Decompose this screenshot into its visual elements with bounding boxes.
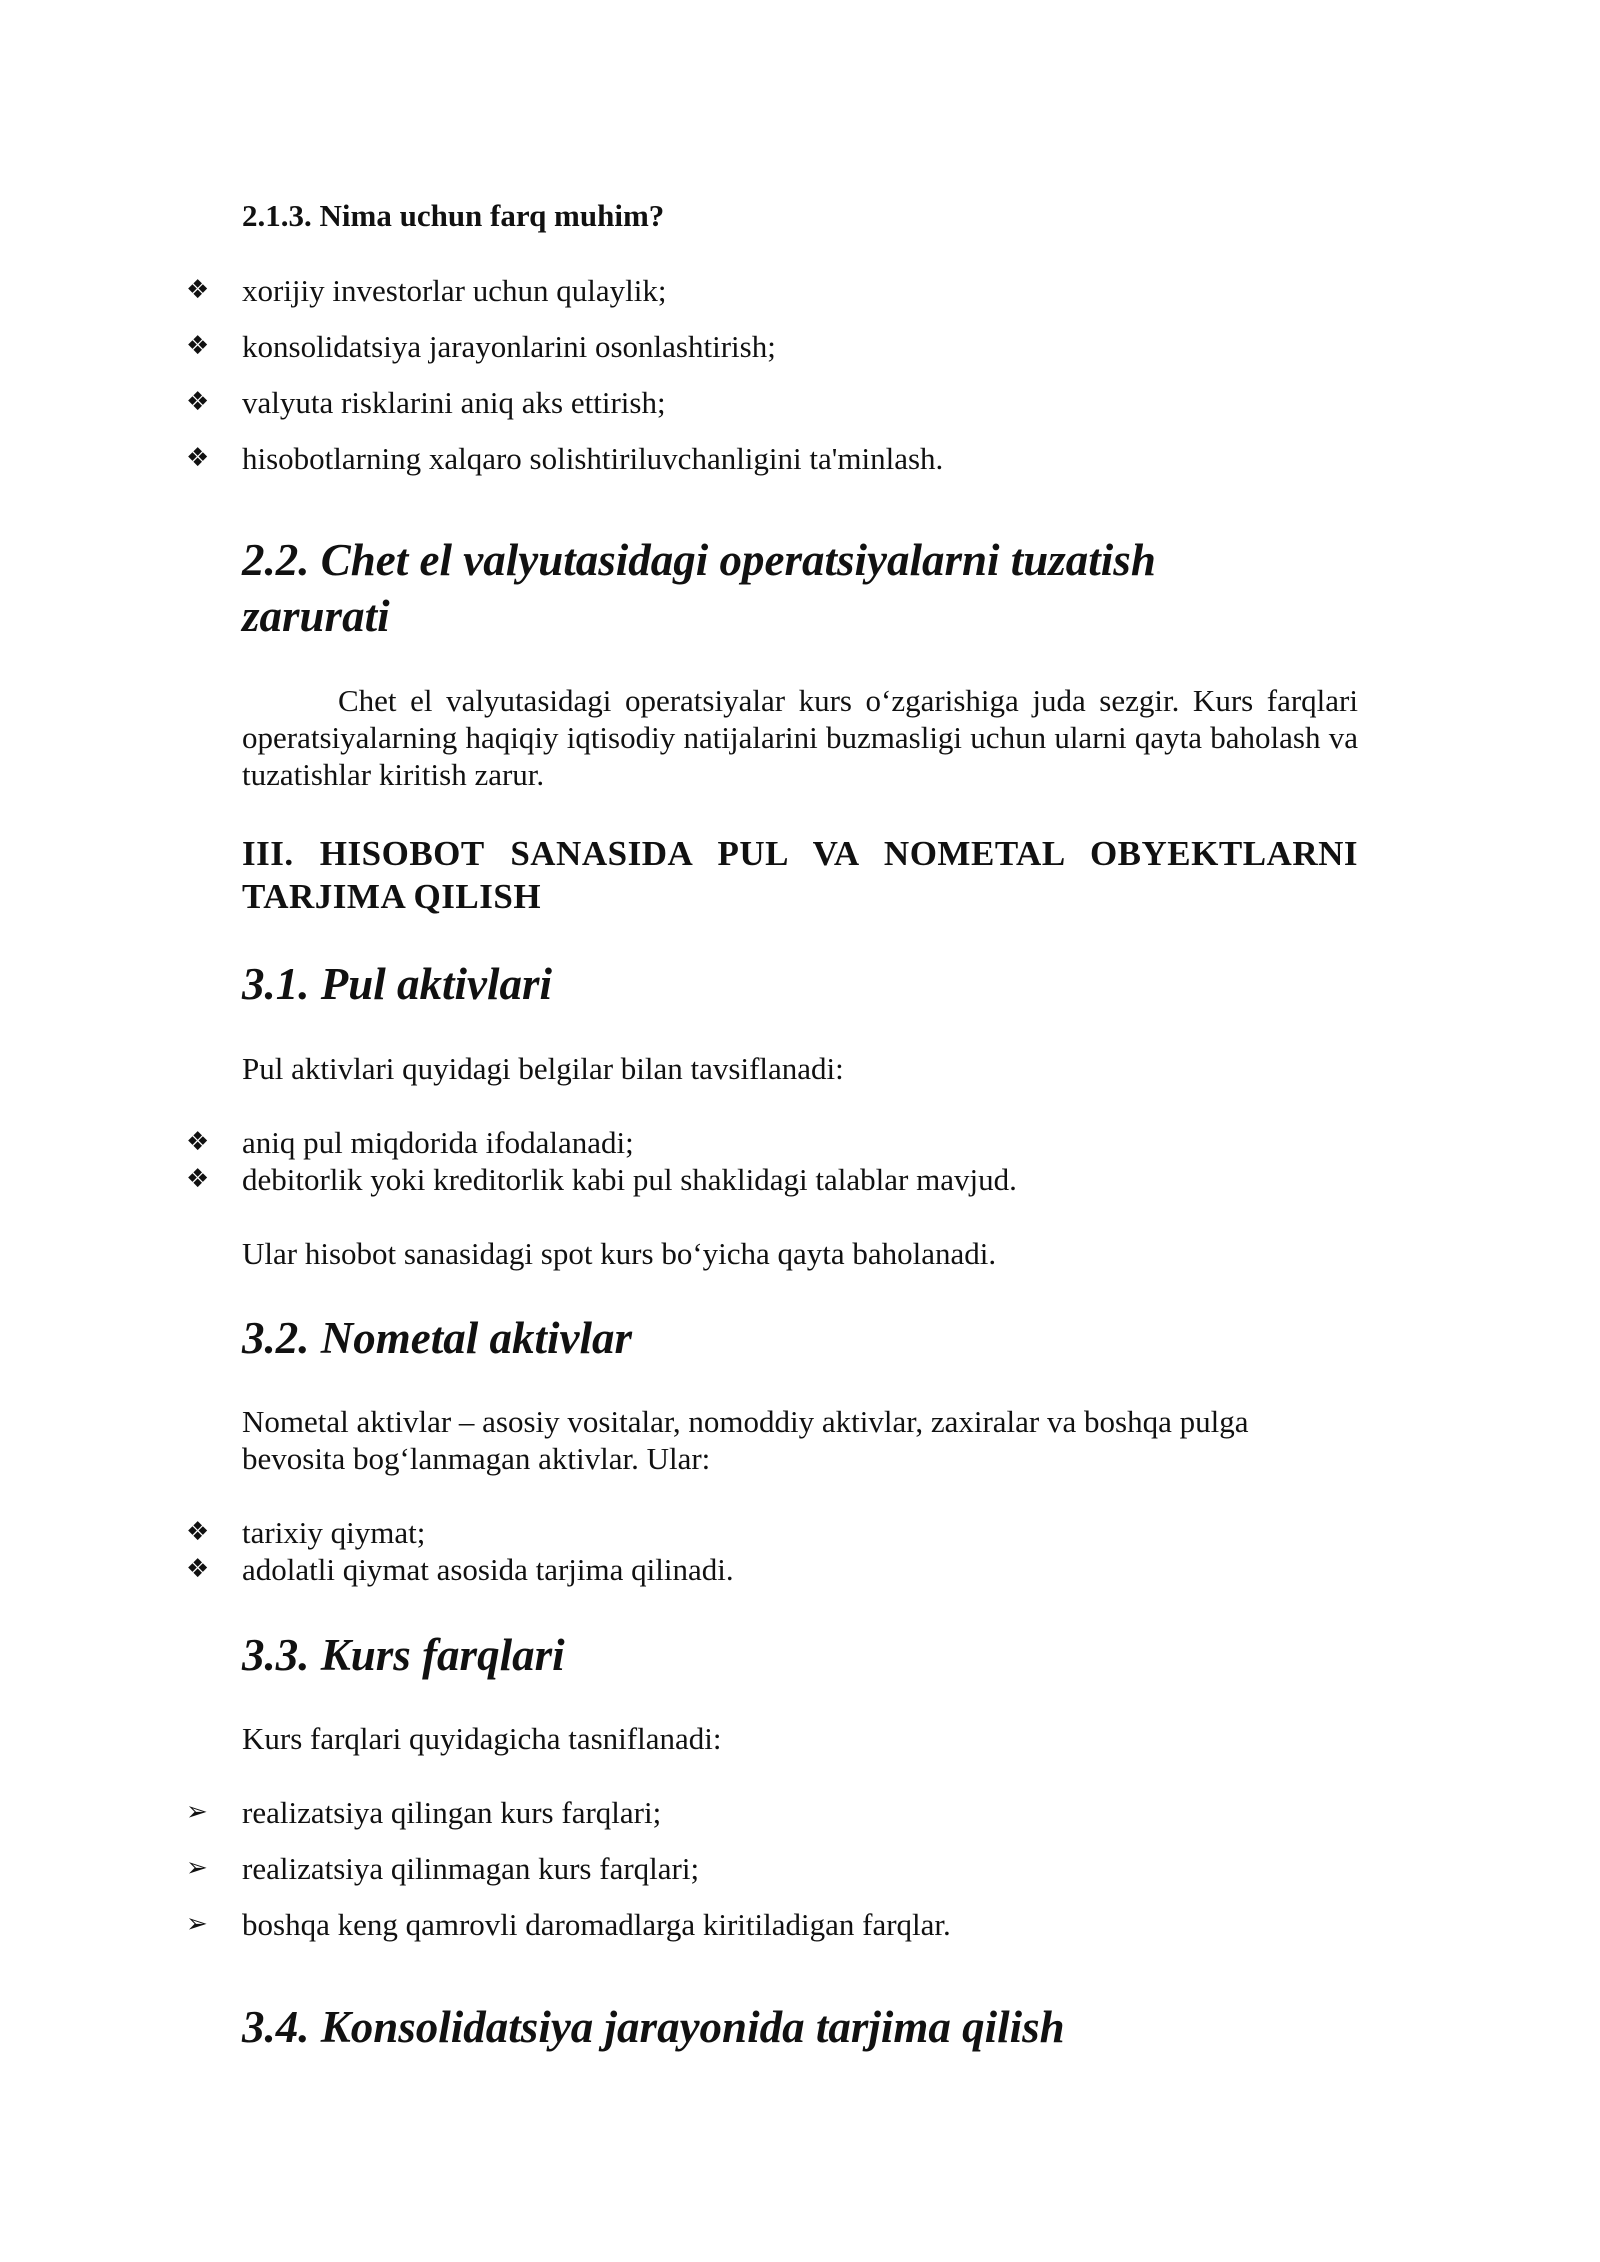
diamond-bullet-icon: ❖ bbox=[186, 1164, 210, 1194]
paragraph-2-2 bbox=[242, 682, 1358, 793]
list-3-1 bbox=[186, 1124, 1386, 1198]
section-heading-3-4 bbox=[242, 1999, 1358, 2055]
heading-text: 3.1. Pul aktivlari bbox=[242, 959, 553, 1009]
diamond-bullet-icon: ❖ bbox=[186, 1517, 210, 1547]
list-3-3 bbox=[186, 1794, 1386, 1943]
section-heading-2-1-3 bbox=[242, 196, 1358, 236]
intro-3-2 bbox=[242, 1403, 1358, 1477]
list-item: ❖ aniq pul miqdorida ifodalanadi; bbox=[186, 1125, 634, 1160]
list-item: ❖ xorijiy investorlar uchun qulaylik; bbox=[186, 273, 667, 308]
arrow-bullet-icon: ➢ bbox=[186, 1797, 208, 1827]
paragraph-text: Kurs farqlari quyidagicha tasniflanadi: bbox=[242, 1721, 722, 1756]
outro-3-1 bbox=[242, 1235, 1358, 1272]
chapter-heading-3 bbox=[242, 832, 1358, 918]
paragraph-text: Nometal aktivlar – asosiy vositalar, nomoddiy aktivlar, zaxiralar va boshqa pulga bevosita bog‘lanmagan aktivlar. Ular: bbox=[242, 1404, 1249, 1476]
diamond-bullet-icon: ❖ bbox=[186, 443, 210, 473]
section-heading-3-3 bbox=[242, 1627, 1358, 1683]
list-3-2 bbox=[186, 1514, 1386, 1588]
heading-text: 3.3. Kurs farqlari bbox=[242, 1630, 565, 1680]
heading-text: III. HISOBOT SANASIDA PUL VA NOMETAL OBYEKTLARNI TARJIMA QILISH bbox=[242, 834, 1358, 916]
section-heading-3-2 bbox=[242, 1310, 1358, 1366]
diamond-bullet-icon: ❖ bbox=[186, 387, 210, 417]
heading-text: 2.1.3. Nima uchun farq muhim? bbox=[242, 198, 665, 233]
heading-text: 3.4. Konsolidatsiya jarayonida tarjima qilish bbox=[242, 2002, 1065, 2052]
list-item: ➢ realizatsiya qilinmagan kurs farqlari; bbox=[186, 1851, 700, 1886]
list-item: ❖ adolatli qiymat asosida tarjima qilinadi. bbox=[186, 1552, 734, 1587]
list-item: ❖ hisobotlarning xalqaro solishtiriluvchanligini ta'minlash. bbox=[186, 441, 944, 476]
section-heading-2-2 bbox=[242, 532, 1358, 644]
arrow-bullet-icon: ➢ bbox=[186, 1853, 208, 1883]
list-item: ➢ boshqa keng qamrovli daromadlarga kiritiladigan farqlar. bbox=[186, 1907, 951, 1942]
intro-3-3 bbox=[242, 1720, 1358, 1757]
list-item: ❖ valyuta risklarini aniq aks ettirish; bbox=[186, 385, 666, 420]
list-item: ❖ konsolidatsiya jarayonlarini osonlashtirish; bbox=[186, 329, 776, 364]
list-item: ❖ tarixiy qiymat; bbox=[186, 1515, 426, 1550]
list-2-1-3 bbox=[186, 272, 1386, 477]
paragraph-text: Chet el valyutasidagi operatsiyalar kurs o‘zgarishiga juda sezgir. Kurs farqlari operatsiyalarning haqiqiy iqtisodiy natijalarini buzmasligi uchun ularni qayta baholash va tuzatishlar kiritish zarur. bbox=[242, 683, 1358, 792]
heading-line-2: zarurati bbox=[242, 591, 390, 641]
section-heading-3-1 bbox=[242, 956, 1358, 1012]
list-item: ❖ debitorlik yoki kreditorlik kabi pul shaklidagi talablar mavjud. bbox=[186, 1162, 1017, 1197]
paragraph-text: Ular hisobot sanasidagi spot kurs bo‘yicha qayta baholanadi. bbox=[242, 1236, 997, 1271]
heading-line-1: 2.2. Chet el valyutasidagi operatsiyalarni tuzatish bbox=[242, 535, 1156, 585]
diamond-bullet-icon: ❖ bbox=[186, 331, 210, 361]
paragraph-text: Pul aktivlari quyidagi belgilar bilan tavsiflanadi: bbox=[242, 1051, 844, 1086]
intro-3-1 bbox=[242, 1050, 1358, 1087]
diamond-bullet-icon: ❖ bbox=[186, 1127, 210, 1157]
arrow-bullet-icon: ➢ bbox=[186, 1909, 208, 1939]
diamond-bullet-icon: ❖ bbox=[186, 275, 210, 305]
heading-text: 3.2. Nometal aktivlar bbox=[242, 1313, 632, 1363]
list-item: ➢ realizatsiya qilingan kurs farqlari; bbox=[186, 1795, 662, 1830]
diamond-bullet-icon: ❖ bbox=[186, 1554, 210, 1584]
